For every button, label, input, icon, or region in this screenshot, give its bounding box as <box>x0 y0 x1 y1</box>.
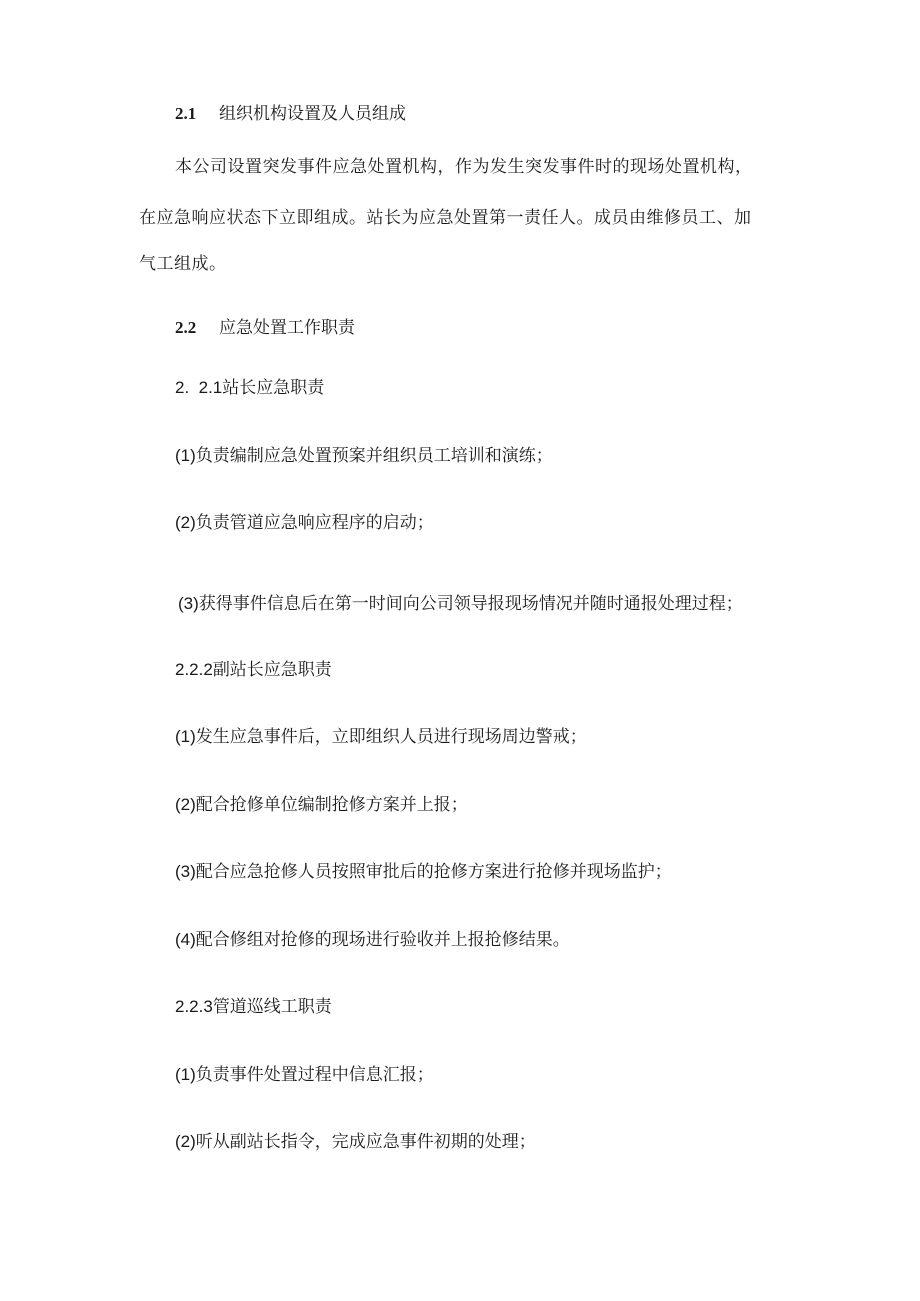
list-item <box>175 512 434 534</box>
section-2-2-3-heading <box>175 996 332 1018</box>
item-number: (1) <box>175 1065 196 1084</box>
section-2-2-2-heading <box>175 659 332 681</box>
section-number: 2. 2.1 <box>175 378 223 397</box>
list-item <box>178 593 743 615</box>
paragraph-line: 在应急响应状态下立即组成。站长为应急处置第一责任人。成员由维修员工、加 <box>139 208 752 228</box>
paragraph-line: 本公司设置突发事件应急处置机构，作为发生突发事件时的现场处置机构， <box>175 157 753 177</box>
paragraph-line: 气工组成。 <box>139 254 227 274</box>
section-title: 管道巡线工职责 <box>212 997 332 1017</box>
item-text: 负责事件处置过程中信息汇报； <box>195 1065 434 1085</box>
item-number: (3) <box>178 594 199 613</box>
list-item <box>175 726 587 748</box>
list-item <box>175 1131 536 1153</box>
item-number: (2) <box>175 795 196 814</box>
item-text: 配合应急抢修人员按照审批后的抢修方案进行抢修并现场监护； <box>195 862 672 882</box>
section-number: 2.2.3 <box>175 997 213 1016</box>
section-2-2-1-heading <box>175 377 324 399</box>
section-2-2-heading <box>175 317 355 339</box>
item-number: (1) <box>175 727 196 746</box>
section-title: 站长应急职责 <box>222 378 325 398</box>
item-text: 发生应急事件后，立即组织人员进行现场周边警戒； <box>195 727 587 747</box>
item-number: (2) <box>175 513 196 532</box>
section-number: 2.2 <box>175 318 197 337</box>
item-number: (4) <box>175 930 196 949</box>
section-2-1-heading <box>175 103 406 125</box>
item-text: 配合修组对抢修的现场进行验收并上报抢修结果。 <box>195 930 570 950</box>
item-number: (2) <box>175 1132 196 1151</box>
list-item <box>175 794 468 816</box>
section-title: 应急处置工作职责 <box>219 318 355 338</box>
list-item <box>175 929 570 951</box>
section-title: 副站长应急职责 <box>212 660 332 680</box>
list-item <box>175 1064 434 1086</box>
item-text: 负责编制应急处置预案并组织员工培训和演练； <box>195 446 553 466</box>
item-text: 获得事件信息后在第一时间向公司领导报现场情况并随时通报处理过程； <box>198 594 743 614</box>
list-item <box>175 445 553 467</box>
list-item <box>175 861 672 883</box>
item-number: (3) <box>175 862 196 881</box>
item-number: (1) <box>175 446 196 465</box>
section-number: 2.1 <box>175 104 197 123</box>
item-text: 配合抢修单位编制抢修方案并上报； <box>195 795 468 815</box>
item-text: 听从副站长指令，完成应急事件初期的处理； <box>195 1132 536 1152</box>
section-number: 2.2.2 <box>175 660 213 679</box>
item-text: 负责管道应急响应程序的启动； <box>195 513 434 533</box>
section-title: 组织机构设置及人员组成 <box>219 104 406 124</box>
